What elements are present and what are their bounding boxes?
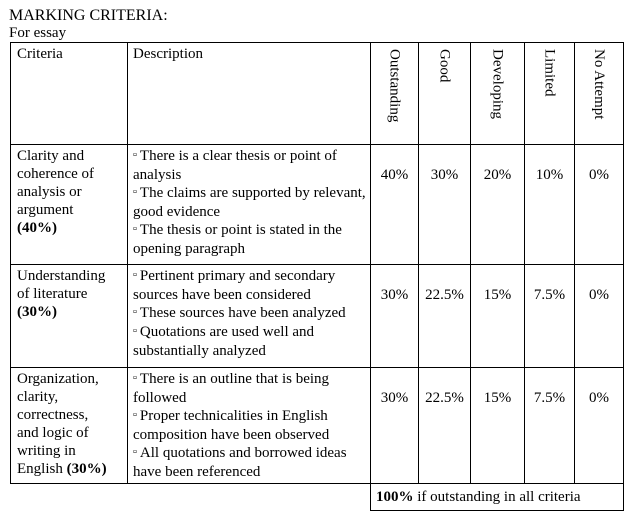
bullet-icon: ▫ <box>133 409 137 421</box>
table-row <box>11 145 624 265</box>
list-item <box>133 370 366 407</box>
footer-note-bold: 100% <box>376 489 414 505</box>
criteria-line: clarity, <box>17 389 59 405</box>
level-header-good <box>419 43 471 145</box>
list-item <box>133 444 366 481</box>
footer-note-text: if outstanding in all criteria <box>413 489 581 505</box>
score-limited: 7.5% <box>525 265 575 368</box>
criteria-column-header: Criteria <box>11 43 128 145</box>
list-item <box>133 221 366 258</box>
bullet-text: The claims are supported by relevant, good evidence <box>133 185 366 220</box>
score-developing: 20% <box>471 145 525 265</box>
bullet-icon: ▫ <box>133 269 137 281</box>
bullet-text: There is a clear thesis or point of analysis <box>133 148 337 183</box>
score-good: 22.5% <box>419 265 471 368</box>
level-header-no-attempt <box>575 43 624 145</box>
list-item <box>133 267 366 304</box>
description-cell <box>128 145 371 265</box>
table-row <box>11 265 624 368</box>
bullet-text: The thesis or point is stated in the opening paragraph <box>133 222 342 257</box>
criteria-line: Organization, <box>17 371 99 387</box>
criteria-weight: (30%) <box>66 461 107 477</box>
bullet-icon: ▫ <box>133 306 137 318</box>
criteria-line: argument <box>17 202 74 218</box>
page-subheading: For essay <box>9 25 67 41</box>
bullet-icon: ▫ <box>133 372 137 384</box>
criteria-line: Clarity and <box>17 148 85 164</box>
page-heading: MARKING CRITERIA: <box>9 7 168 24</box>
bullet-text: Proper technicalities in English composition have been observed <box>133 408 330 443</box>
criteria-line: analysis or <box>17 184 82 200</box>
criteria-cell <box>11 145 128 265</box>
criteria-cell <box>11 265 128 368</box>
description-column-header: Description <box>128 43 371 145</box>
bullet-icon: ▫ <box>133 149 137 161</box>
score-limited: 7.5% <box>525 368 575 484</box>
bullet-text: There is an outline that is being followed <box>133 371 330 406</box>
criteria-line: coherence of <box>17 166 95 182</box>
score-good: 30% <box>419 145 471 265</box>
level-label: Developing <box>489 49 506 119</box>
level-header-limited <box>525 43 575 145</box>
criteria-weight: (40%) <box>17 220 57 236</box>
score-no-attempt: 0% <box>575 368 624 484</box>
bullet-text: Pertinent primary and secondary sources have been considered <box>133 268 336 303</box>
list-item <box>133 184 366 221</box>
list-item <box>133 407 366 444</box>
bullet-text: Quotations are used well and substantially analyzed <box>133 324 315 359</box>
level-label: Good <box>436 49 453 83</box>
level-label: Outstanding <box>386 49 403 123</box>
bullet-icon: ▫ <box>133 446 137 458</box>
level-label: No Attempt <box>591 49 607 120</box>
criteria-line: correctness, <box>17 407 89 423</box>
level-header-outstanding <box>371 43 419 145</box>
description-cell <box>128 265 371 368</box>
criteria-line: of literature <box>17 286 88 302</box>
criteria-line: English <box>17 461 63 477</box>
table-row <box>11 368 624 484</box>
bullet-icon: ▫ <box>133 325 137 337</box>
criteria-line: and logic of <box>17 425 89 441</box>
level-label: Limited <box>541 49 558 97</box>
bullet-icon: ▫ <box>133 186 137 198</box>
list-item <box>133 147 366 184</box>
bullet-icon: ▫ <box>133 223 137 235</box>
footer-note <box>371 484 624 511</box>
score-developing: 15% <box>471 368 525 484</box>
list-item <box>133 304 366 323</box>
table-header-row <box>11 43 624 145</box>
table-footer-row <box>11 484 624 511</box>
score-developing: 15% <box>471 265 525 368</box>
criteria-line: writing in <box>17 443 76 459</box>
score-outstanding: 30% <box>371 368 419 484</box>
level-header-developing <box>471 43 525 145</box>
footer-spacer <box>11 484 128 511</box>
criteria-cell <box>11 368 128 484</box>
score-good: 22.5% <box>419 368 471 484</box>
criteria-line: Understanding <box>17 268 106 284</box>
score-outstanding: 30% <box>371 265 419 368</box>
description-cell <box>128 368 371 484</box>
list-item <box>133 323 366 360</box>
bullet-text: These sources have been analyzed <box>139 305 346 321</box>
marking-criteria-table <box>10 42 624 511</box>
footer-spacer <box>128 484 371 511</box>
score-outstanding: 40% <box>371 145 419 265</box>
score-no-attempt: 0% <box>575 265 624 368</box>
score-no-attempt: 0% <box>575 145 624 265</box>
criteria-weight: (30%) <box>17 304 57 320</box>
score-limited: 10% <box>525 145 575 265</box>
bullet-text: All quotations and borrowed ideas have been referenced <box>133 445 347 480</box>
